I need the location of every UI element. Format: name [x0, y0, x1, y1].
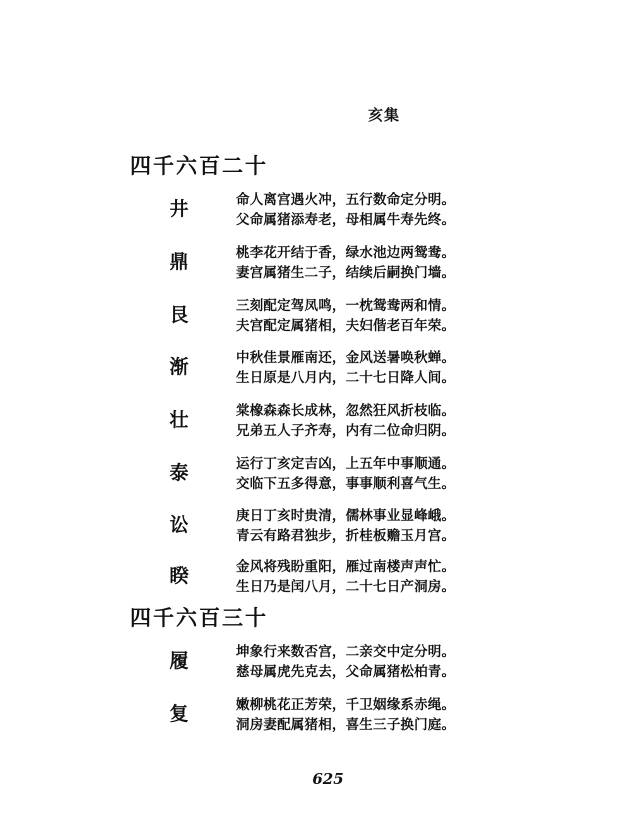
verse-line: 嫩柳桃花正芳荣，千卫姻缘系赤绳。 [236, 697, 456, 713]
entry [0, 296, 640, 338]
verse-line: 妻宫属猪生二子，结续后嗣换门墙。 [236, 265, 456, 281]
verse [236, 642, 455, 682]
entry [0, 243, 640, 285]
entry [0, 557, 640, 599]
section-heading: 四千六百三十 [130, 605, 268, 630]
verse [236, 190, 455, 230]
entry [0, 348, 640, 390]
verse [236, 401, 455, 441]
hexagram-char: 渐 [169, 356, 189, 378]
running-head: 亥集 [368, 106, 401, 124]
hexagram-char: 艮 [169, 304, 189, 326]
verse-line: 命人离宫遇火冲，五行数命定分明。 [236, 192, 456, 208]
entry [0, 506, 640, 548]
hexagram-char: 讼 [169, 514, 189, 536]
verse-line: 运行丁亥定吉凶，上五年中事顺通。 [236, 456, 456, 472]
hexagram-char: 履 [169, 650, 189, 672]
verse-line: 庚日丁亥时贵清，儒林事业显峰峨。 [236, 508, 456, 524]
verse-line: 坤象行来数否宫，二亲交中定分明。 [236, 644, 456, 660]
entry [0, 190, 640, 232]
verse-line: 洞房妻配属猪相，喜生三子换门庭。 [236, 717, 456, 733]
verse-line: 夫宫配定属猪相，夫妇偕老百年荣。 [236, 318, 456, 334]
entry [0, 695, 640, 737]
verse-line: 慈母属虎先克去，父命属猪松柏青。 [236, 664, 456, 680]
hexagram-char: 井 [169, 198, 189, 220]
verse-line: 父命属猪添寿老，母相属牛寿先终。 [236, 212, 456, 228]
verse-line: 交临下五多得意，事事顺利喜气生。 [236, 476, 456, 492]
verse-line: 青云有路君独步，折桂板赡玉月宫。 [236, 528, 456, 544]
verse [236, 557, 455, 597]
hexagram-char: 泰 [169, 462, 189, 484]
verse-line: 兄弟五人子齐寿，内有二位命归阴。 [236, 423, 456, 439]
verse [236, 695, 455, 735]
entry [0, 454, 640, 496]
hexagram-char: 复 [169, 703, 189, 725]
verse [236, 296, 455, 336]
verse-line: 生日乃是闰八月，二十七日产洞房。 [236, 579, 456, 595]
verse-line: 生日原是八月内，二十七日降人间。 [236, 370, 456, 386]
verse-line: 中秋佳景雁南还，金风送暑唤秋蝉。 [236, 350, 456, 366]
hexagram-char: 鼎 [169, 251, 189, 273]
entry [0, 401, 640, 443]
verse [236, 348, 455, 388]
verse-line: 桃李花开结于香，绿水池边两鸳鸯。 [236, 245, 456, 261]
verse-line: 三刻配定驾凤鸣，一枕鸳鸯两和情。 [236, 298, 456, 314]
verse [236, 454, 455, 494]
hexagram-char: 睽 [169, 565, 189, 587]
section-heading: 四千六百二十 [130, 153, 268, 178]
verse-line: 棠橡森森长成林，忽然狂风折枝临。 [236, 403, 456, 419]
verse [236, 506, 455, 546]
verse-line: 金风将残盼重阳，雁过南楼声声忙。 [236, 559, 456, 575]
verse [236, 243, 455, 283]
entry [0, 642, 640, 684]
hexagram-char: 壮 [169, 409, 189, 431]
page-number: 625 [312, 770, 344, 788]
